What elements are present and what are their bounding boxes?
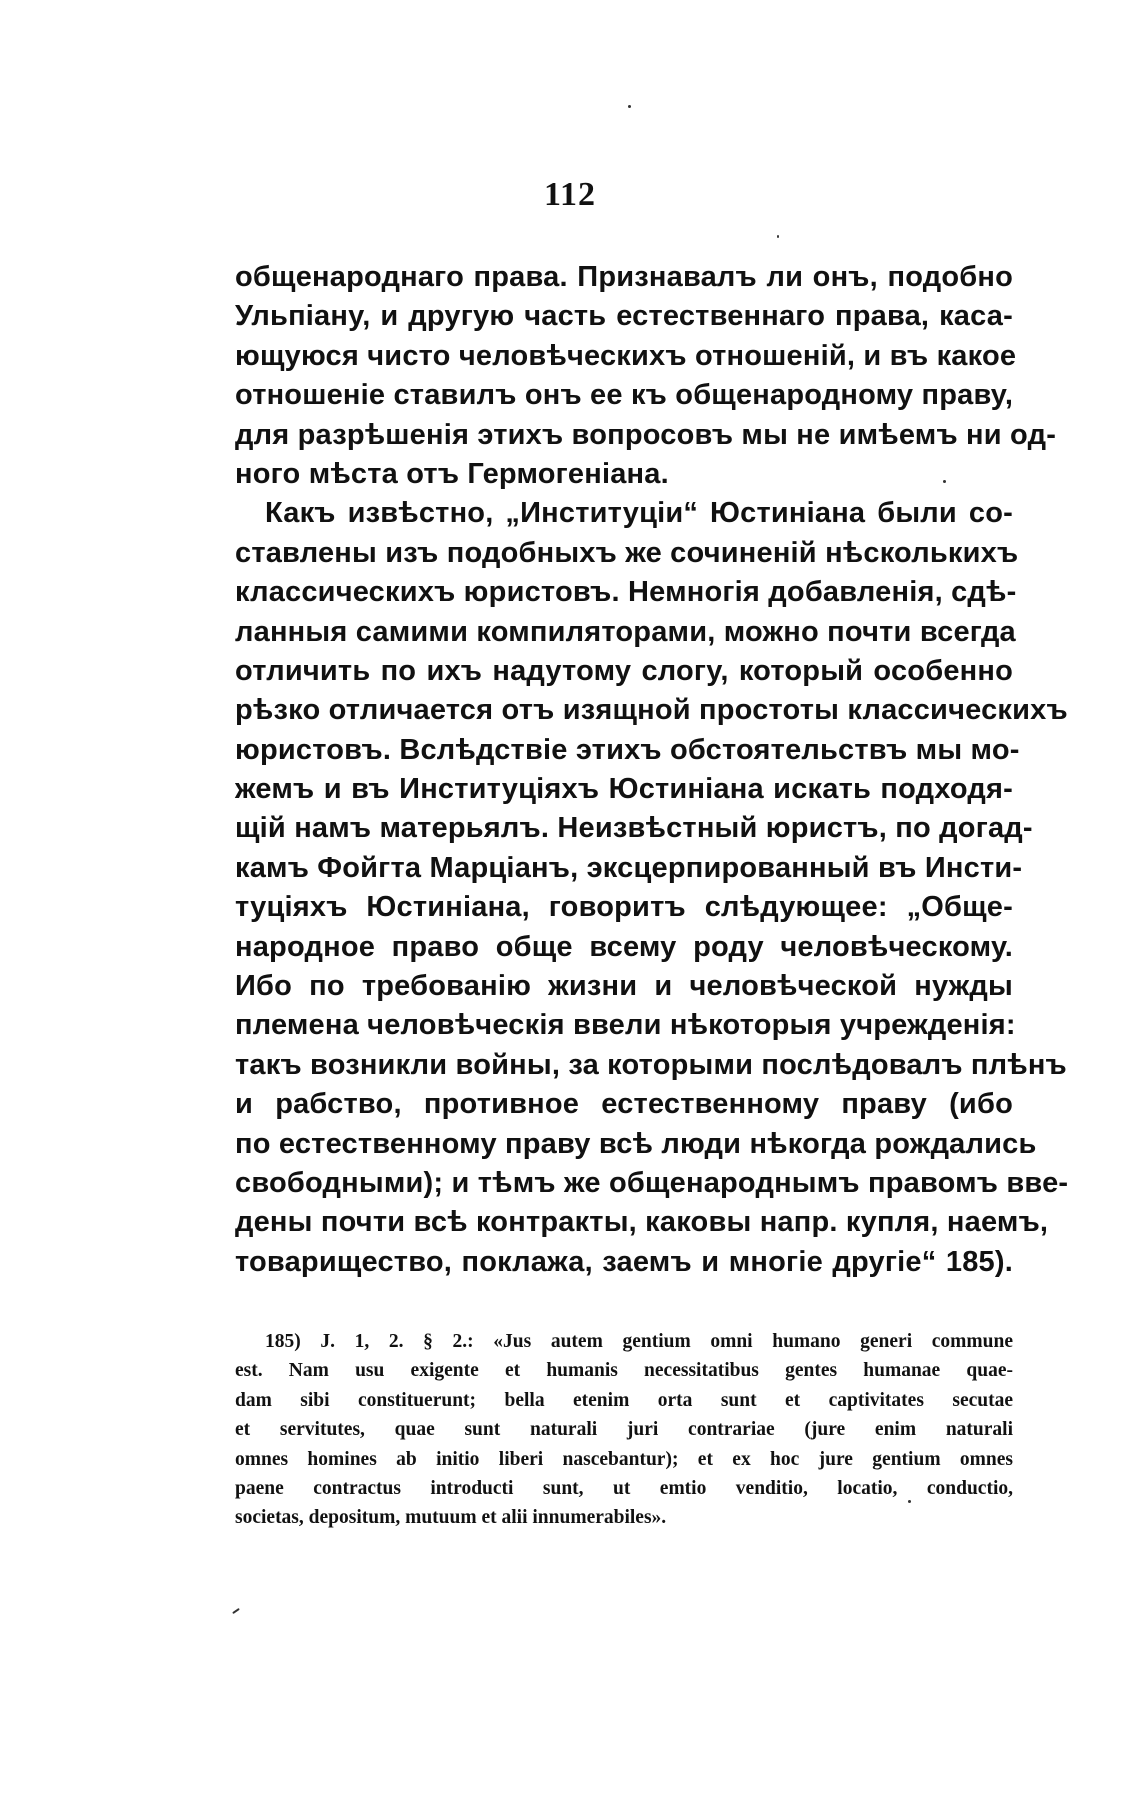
text-line: по естественному праву всѣ люди нѣкогда рождались	[235, 1127, 1037, 1160]
text-line: щій намъ матерьялъ. Неизвѣстный юристъ, по догад-	[235, 812, 1033, 845]
text-line: отношеніе ставилъ онъ ее къ общенародному праву,	[235, 379, 1014, 412]
text-line: дены почти всѣ контракты, каковы напр. купля, наемъ,	[235, 1206, 1049, 1239]
text-line: для разрѣшенія этихъ вопросовъ мы не имѣемъ ни од-	[235, 418, 1057, 451]
text-line: Какъ извѣстно, „Институціи“ Юстиніана были со-	[265, 497, 1013, 530]
footnote-line: est. Nam usu exigente et humanis necessitatibus gentes humanae quae-	[235, 1360, 1013, 1382]
text-line: ного мѣста отъ Гермогеніана.	[235, 457, 669, 490]
text-line: Ульпіану, и другую часть естественнаго права, каса-	[235, 300, 1013, 333]
footnote-line: societas, depositum, mutuum et alii innumerabiles».	[235, 1507, 667, 1529]
footnote-line: omnes homines ab initio liberi nascebantur); et ex hoc jure gentium omnes	[235, 1448, 1013, 1470]
footnote-line: paene contractus introducti sunt, ut emtio venditio, locatio, conductio,	[235, 1477, 1013, 1499]
text-line: Ибо по требованію жизни и человѣческой нужды	[235, 970, 1013, 1003]
text-line: юристовъ. Вслѣдствіе этихъ обстоятельствъ мы мо-	[235, 733, 1020, 766]
text-line: товарищество, поклажа, заемъ и многіе другіе“ 185).	[235, 1245, 1013, 1278]
scan-speck	[777, 235, 779, 238]
main-text	[235, 258, 1069, 1282]
footnote	[235, 1327, 1013, 1533]
footnote-line: 185) J. 1, 2. § 2.: «Jus autem gentium omni humano generi commune	[265, 1331, 1013, 1352]
scan-speck	[943, 480, 946, 483]
text-line: племена человѣческія ввели нѣкоторыя учрежденія:	[235, 1009, 1016, 1042]
text-line: и рабство, противное естественному праву (ибо	[235, 1088, 1013, 1121]
footnote-line: dam sibi constituerunt; bella etenim orta sunt et captivitates secutae	[235, 1389, 1013, 1411]
text-line: общенароднаго права. Признавалъ ли онъ, подобно	[235, 261, 1013, 293]
text-line: народное право обще всему роду человѣческому.	[235, 930, 1013, 963]
text-line: камъ Фойгта Марціанъ, эксцерпированный въ Инсти-	[235, 851, 1023, 884]
text-line: свободными); и тѣмъ же общенароднымъ правомъ вве-	[235, 1166, 1069, 1199]
text-line: жемъ и въ Институціяхъ Юстиніана искать подходя-	[235, 773, 1013, 806]
text-line: такъ возникли войны, за которыми послѣдовалъ плѣнъ	[235, 1048, 1067, 1081]
scan-speck	[628, 105, 631, 108]
text-line: отличить по ихъ надутому слогу, который особенно	[235, 654, 1013, 687]
scan-speck	[908, 1500, 911, 1503]
footnote-line: et servitutes, quae sunt naturali juri contrariae (jure enim naturali	[235, 1419, 1013, 1441]
text-line: туціяхъ Юстиніана, говоритъ слѣдующее: „Обще-	[235, 891, 1013, 924]
text-line: классическихъ юристовъ. Немногія добавленія, сдѣ-	[235, 576, 1017, 609]
text-line: ланныя самими компиляторами, можно почти всегда	[235, 615, 1016, 648]
text-line: ставлены изъ подобныхъ же сочиненій нѣсколькихъ	[235, 536, 1019, 569]
text-line: рѣзко отличается отъ изящной простоты классическихъ	[235, 694, 1068, 727]
scan-speck	[232, 1608, 240, 1614]
text-line: ющуюся чисто человѣческихъ отношеній, и въ какое	[235, 339, 1017, 372]
page-number: 112	[543, 176, 597, 213]
